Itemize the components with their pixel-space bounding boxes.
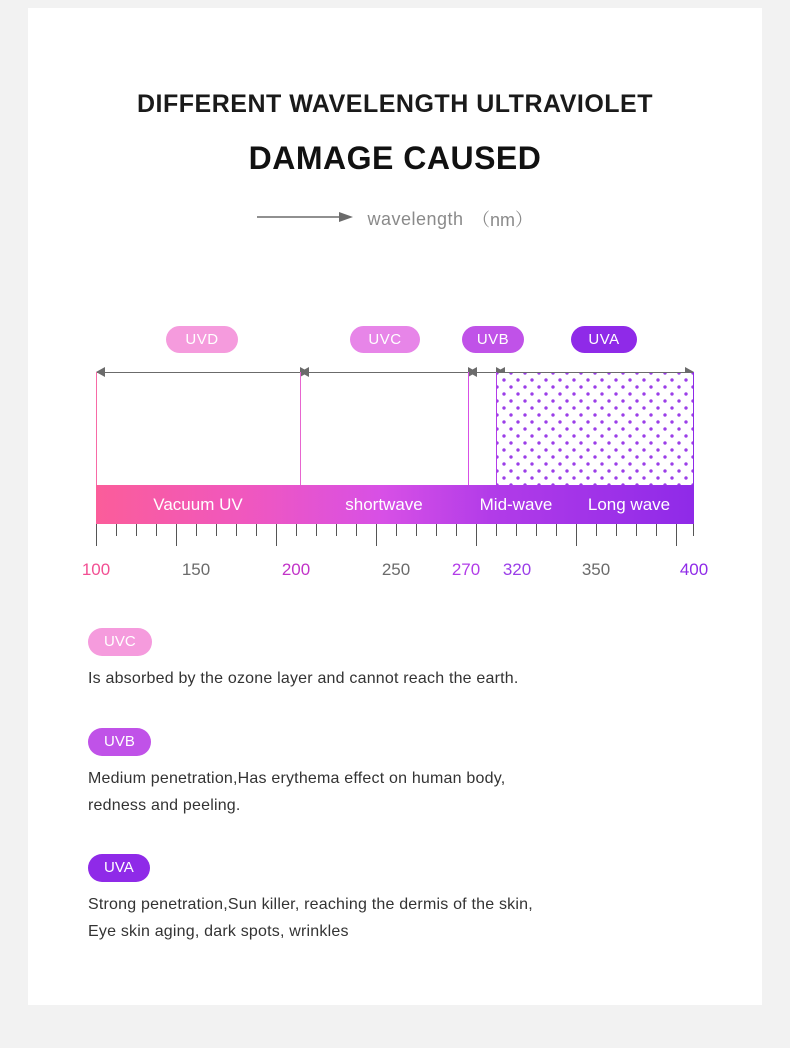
axis-tick-320: 320 xyxy=(502,560,532,579)
axis-tick-150: 150 xyxy=(181,560,211,579)
axis-tick-250: 250 xyxy=(381,560,411,579)
band-pill-uvc: UVC xyxy=(350,326,420,353)
arrow-left-start-icon xyxy=(96,367,105,377)
arrow-right-icon xyxy=(257,210,353,229)
axis-tick-270: 270 xyxy=(451,560,481,579)
band-pill-uvd: UVD xyxy=(166,326,238,353)
note-uvc xyxy=(88,628,728,692)
colorbar-segment-vacuum-uv: Vacuum UV xyxy=(153,495,243,514)
note-uva-line1: Strong penetration,Sun killer, reaching the dermis of the skin, xyxy=(88,896,533,913)
note-uvb-line2: redness and peeling. xyxy=(88,797,241,814)
note-uva xyxy=(88,854,728,945)
note-uvc-line1: Is absorbed by the ozone layer and cannot reach the earth. xyxy=(88,670,519,687)
infographic-card xyxy=(28,8,762,1005)
axis-tick-350: 350 xyxy=(581,560,611,579)
axis-tick-100: 100 xyxy=(81,560,111,579)
note-uvb xyxy=(88,728,728,819)
note-uva-line2: Eye skin aging, dark spots, wrinkles xyxy=(88,923,349,940)
axis-tick-400: 400 xyxy=(679,560,709,579)
colorbar-segment-shortwave: shortwave xyxy=(345,495,423,514)
page-title-line2: DAMAGE CAUSED xyxy=(248,140,542,176)
band-pill-uva: UVA xyxy=(571,326,637,353)
colorbar-segment-mid-wave: Mid-wave xyxy=(479,495,553,514)
band-pill-uvb: UVB xyxy=(462,326,524,353)
ruler-ticks xyxy=(96,524,694,552)
note-pill-uvc: UVC xyxy=(88,628,152,656)
uv-spectrum-chart xyxy=(28,308,762,608)
axis-tick-200: 200 xyxy=(281,560,311,579)
note-pill-uvb: UVB xyxy=(88,728,151,756)
spectrum-colorbar xyxy=(96,485,694,524)
arrow-left-uvc-icon xyxy=(300,367,309,377)
wavelength-label: wavelength xyxy=(367,208,464,229)
note-uvb-line1: Medium penetration,Has erythema effect on human body, xyxy=(88,770,506,787)
wavelength-unit: （nm） xyxy=(471,210,533,230)
note-pill-uva: UVA xyxy=(88,854,150,882)
colorbar-segment-long-wave: Long wave xyxy=(587,495,671,514)
wavelength-caption xyxy=(28,206,762,232)
page-title-line1: DIFFERENT WAVELENGTH ULTRAVIOLET xyxy=(137,90,653,118)
arrow-left-uvb-icon xyxy=(468,367,477,377)
